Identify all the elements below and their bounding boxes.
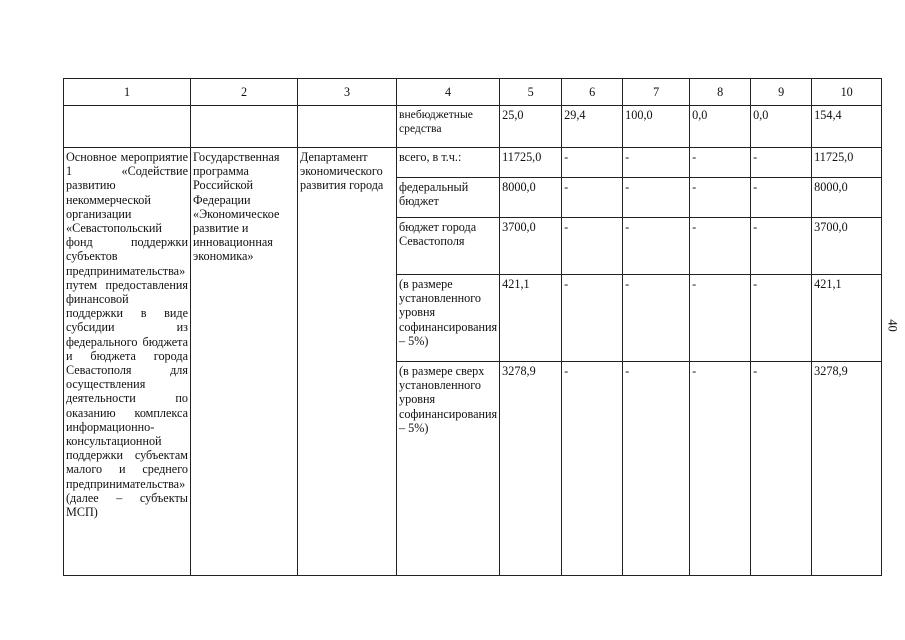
column-number: 2	[191, 79, 298, 106]
executor-cell: Департамент экономического развития города	[298, 148, 397, 576]
value-cell: 100,0	[623, 106, 690, 148]
value-cell: -	[623, 218, 690, 275]
value-cell: -	[751, 275, 812, 362]
value-cell: -	[562, 178, 623, 218]
value-cell: -	[751, 362, 812, 576]
value-cell: -	[690, 148, 751, 178]
value-cell: -	[623, 275, 690, 362]
value-cell: 3700,0	[812, 218, 882, 275]
value-cell: 421,1	[500, 275, 562, 362]
value-cell: -	[690, 362, 751, 576]
value-cell: -	[623, 362, 690, 576]
value-cell: 8000,0	[500, 178, 562, 218]
value-cell: -	[562, 275, 623, 362]
value-cell: -	[690, 178, 751, 218]
column-number: 9	[751, 79, 812, 106]
column-number: 3	[298, 79, 397, 106]
value-cell: 3278,9	[812, 362, 882, 576]
column-number: 6	[562, 79, 623, 106]
column-number: 7	[623, 79, 690, 106]
funding-source-cell: всего, в т.ч.:	[397, 148, 500, 178]
column-number: 1	[64, 79, 191, 106]
column-numbers-row	[64, 79, 882, 106]
value-cell: -	[623, 178, 690, 218]
column-number: 5	[500, 79, 562, 106]
table-row	[64, 106, 882, 148]
value-cell: 29,4	[562, 106, 623, 148]
funding-source-cell: федеральный бюджет	[397, 178, 500, 218]
value-cell: 8000,0	[812, 178, 882, 218]
funding-source-cell: бюджет города Севастополя	[397, 218, 500, 275]
empty-cell	[191, 106, 298, 148]
page-number: 40	[885, 319, 900, 332]
value-cell: -	[751, 178, 812, 218]
empty-cell	[64, 106, 191, 148]
value-cell: 11725,0	[500, 148, 562, 178]
funding-source-cell: (в размере сверх установленного уровня софинансирования – 5%)	[397, 362, 500, 576]
column-number: 10	[812, 79, 882, 106]
value-cell: -	[690, 218, 751, 275]
funding-source-cell: (в размере установленного уровня софинансирования – 5%)	[397, 275, 500, 362]
value-cell: 11725,0	[812, 148, 882, 178]
value-cell: -	[690, 275, 751, 362]
value-cell: -	[751, 218, 812, 275]
value-cell: -	[562, 362, 623, 576]
value-cell: 25,0	[500, 106, 562, 148]
value-cell: 0,0	[751, 106, 812, 148]
funding-source-cell: внебюджетные средства	[397, 106, 500, 148]
empty-cell	[298, 106, 397, 148]
value-cell: 421,1	[812, 275, 882, 362]
value-cell: -	[751, 148, 812, 178]
table-row	[64, 148, 882, 178]
budget-table	[63, 78, 882, 576]
program-cell: Государственная программа Российской Федерации «Экономическое развитие и инновационная экономика»	[191, 148, 298, 576]
value-cell: -	[562, 218, 623, 275]
measure-name-cell: Основное мероприятие 1 «Содействие развитию некоммерческой организации «Севастопольский фонд поддержки субъектов предпринимательства» путем предоставления финансовой поддержки в виде субсидии из федерального бюджета и бюджета города Севастополя для осуществления деятельности по оказанию комплекса информационно-консультационной поддержки субъектам малого и среднего предпринимательства» (далее – субъекты МСП)	[64, 148, 191, 576]
value-cell: -	[623, 148, 690, 178]
value-cell: 154,4	[812, 106, 882, 148]
value-cell: 3278,9	[500, 362, 562, 576]
value-cell: -	[562, 148, 623, 178]
column-number: 4	[397, 79, 500, 106]
column-number: 8	[690, 79, 751, 106]
value-cell: 3700,0	[500, 218, 562, 275]
value-cell: 0,0	[690, 106, 751, 148]
